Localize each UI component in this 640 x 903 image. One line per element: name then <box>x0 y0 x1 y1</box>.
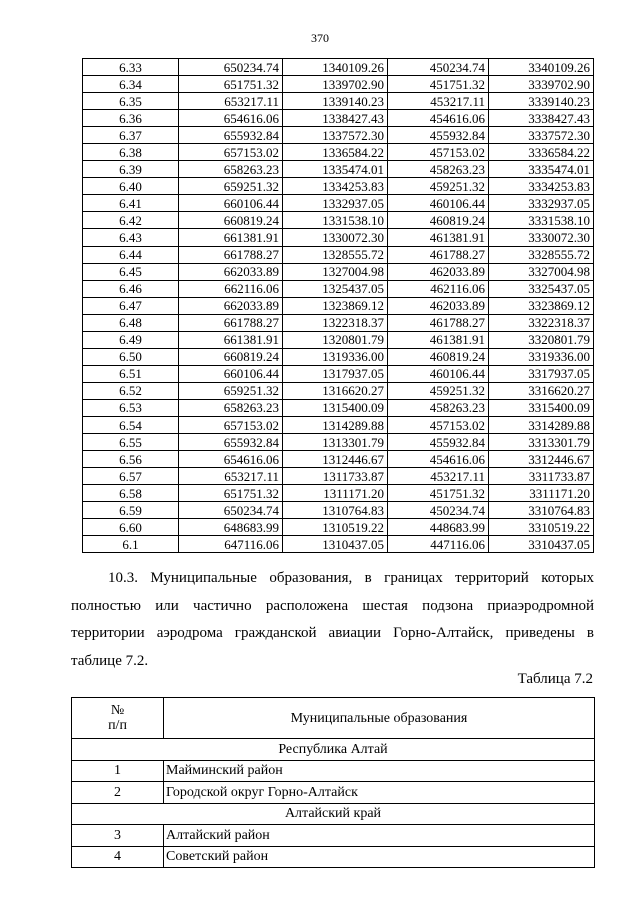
coordinate-cell: 655932.84 <box>179 127 283 144</box>
table-row <box>83 161 594 178</box>
coordinate-cell: 460819.24 <box>388 348 489 365</box>
coordinate-cell: 457153.02 <box>388 416 489 433</box>
table-row <box>83 331 594 348</box>
table-row <box>83 110 594 127</box>
coordinate-cell: 454616.06 <box>388 451 489 468</box>
coordinate-cell: 453217.11 <box>388 468 489 485</box>
coordinate-cell: 460819.24 <box>388 212 489 229</box>
point-number-cell: 6.34 <box>83 76 179 93</box>
row-number: 4 <box>72 846 164 868</box>
point-number-cell: 6.39 <box>83 161 179 178</box>
coordinates-table <box>82 58 594 553</box>
coordinate-cell: 3315400.09 <box>489 399 594 416</box>
table-row <box>83 434 594 451</box>
coordinate-cell: 3310437.05 <box>489 536 594 553</box>
municipality-name: Алтайский район <box>164 825 595 847</box>
point-number-cell: 6.33 <box>83 59 179 76</box>
coordinate-cell: 653217.11 <box>179 93 283 110</box>
point-number-cell: 6.54 <box>83 416 179 433</box>
coordinate-cell: 461381.91 <box>388 229 489 246</box>
coordinate-cell: 661788.27 <box>179 246 283 263</box>
coordinate-cell: 1330072.30 <box>283 229 388 246</box>
table-row <box>83 212 594 229</box>
coordinate-cell: 1310519.22 <box>283 519 388 536</box>
coordinate-cell: 659251.32 <box>179 382 283 399</box>
coordinate-cell: 655932.84 <box>179 434 283 451</box>
point-number-cell: 6.37 <box>83 127 179 144</box>
coordinate-cell: 3317937.05 <box>489 365 594 382</box>
table-row <box>72 782 595 804</box>
coordinate-cell: 3319336.00 <box>489 348 594 365</box>
coordinate-cell: 1328555.72 <box>283 246 388 263</box>
coordinate-cell: 451751.32 <box>388 76 489 93</box>
table-row <box>83 348 594 365</box>
table-row <box>83 246 594 263</box>
row-number: 2 <box>72 782 164 804</box>
coordinate-cell: 1340109.26 <box>283 59 388 76</box>
coordinate-cell: 3330072.30 <box>489 229 594 246</box>
table-row <box>83 280 594 297</box>
coordinate-cell: 660819.24 <box>179 212 283 229</box>
point-number-cell: 6.45 <box>83 263 179 280</box>
coordinate-cell: 3320801.79 <box>489 331 594 348</box>
table-row <box>83 314 594 331</box>
coordinate-cell: 1315400.09 <box>283 399 388 416</box>
coordinate-cell: 447116.06 <box>388 536 489 553</box>
point-number-cell: 6.59 <box>83 502 179 519</box>
coordinate-cell: 661381.91 <box>179 229 283 246</box>
point-number-cell: 6.41 <box>83 195 179 212</box>
coordinate-cell: 650234.74 <box>179 502 283 519</box>
point-number-cell: 6.50 <box>83 348 179 365</box>
coordinate-cell: 459251.32 <box>388 178 489 195</box>
page-number: 370 <box>311 31 329 45</box>
point-number-cell: 6.1 <box>83 536 179 553</box>
point-number-cell: 6.55 <box>83 434 179 451</box>
point-number-cell: 6.58 <box>83 485 179 502</box>
point-number-cell: 6.43 <box>83 229 179 246</box>
header-municipalities: Муниципальные образования <box>164 698 595 739</box>
coordinate-cell: 1322318.37 <box>283 314 388 331</box>
coordinate-cell: 651751.32 <box>179 76 283 93</box>
coordinate-cell: 662033.89 <box>179 297 283 314</box>
table-row <box>83 229 594 246</box>
coordinate-cell: 3334253.83 <box>489 178 594 195</box>
coordinate-cell: 462116.06 <box>388 280 489 297</box>
coordinate-cell: 662033.89 <box>179 263 283 280</box>
coordinate-cell: 3311733.87 <box>489 468 594 485</box>
row-number: 1 <box>72 760 164 782</box>
group-row <box>72 739 595 761</box>
municipalities-table-body <box>72 739 595 868</box>
coordinate-cell: 657153.02 <box>179 416 283 433</box>
paragraph-10-3: 10.3. Муниципальные образования, в границах территорий которых полностью или частично расположена шестая подзона приаэродромной территории аэродрома гражданской авиации Горно-Алтайск, приведены в таблице 7.2. <box>71 570 594 669</box>
municipality-name: Городской округ Горно-Алтайск <box>164 782 595 804</box>
table-row <box>72 825 595 847</box>
coordinate-cell: 1312446.67 <box>283 451 388 468</box>
group-title: Алтайский край <box>72 803 595 825</box>
coordinate-cell: 1337572.30 <box>283 127 388 144</box>
point-number-cell: 6.57 <box>83 468 179 485</box>
point-number-cell: 6.56 <box>83 451 179 468</box>
coordinate-cell: 3325437.05 <box>489 280 594 297</box>
table-row <box>83 365 594 382</box>
coordinate-cell: 460106.44 <box>388 365 489 382</box>
table-row <box>83 382 594 399</box>
table-row <box>83 93 594 110</box>
coordinate-cell: 3322318.37 <box>489 314 594 331</box>
table-row <box>83 502 594 519</box>
coordinate-cell: 454616.06 <box>388 110 489 127</box>
coordinate-cell: 1310437.05 <box>283 536 388 553</box>
coordinate-cell: 1323869.12 <box>283 297 388 314</box>
table-row <box>83 536 594 553</box>
table-row <box>72 846 595 868</box>
point-number-cell: 6.44 <box>83 246 179 263</box>
coordinate-cell: 662116.06 <box>179 280 283 297</box>
coordinate-cell: 1334253.83 <box>283 178 388 195</box>
coordinate-cell: 1317937.05 <box>283 365 388 382</box>
coordinate-cell: 461788.27 <box>388 314 489 331</box>
coordinate-cell: 1327004.98 <box>283 263 388 280</box>
table-row <box>83 76 594 93</box>
table-row <box>83 263 594 280</box>
header-number: № п/п <box>72 698 164 739</box>
coordinate-cell: 1336584.22 <box>283 144 388 161</box>
coordinate-cell: 1320801.79 <box>283 331 388 348</box>
point-number-cell: 6.47 <box>83 297 179 314</box>
coordinate-cell: 461788.27 <box>388 246 489 263</box>
coordinate-cell: 1339702.90 <box>283 76 388 93</box>
table-row <box>83 485 594 502</box>
coordinate-cell: 1331538.10 <box>283 212 388 229</box>
point-number-cell: 6.52 <box>83 382 179 399</box>
coordinate-cell: 448683.99 <box>388 519 489 536</box>
coordinate-cell: 1316620.27 <box>283 382 388 399</box>
coordinate-cell: 450234.74 <box>388 502 489 519</box>
coordinate-cell: 3327004.98 <box>489 263 594 280</box>
table-row <box>83 297 594 314</box>
coordinate-cell: 3314289.88 <box>489 416 594 433</box>
coordinate-cell: 1311733.87 <box>283 468 388 485</box>
point-number-cell: 6.38 <box>83 144 179 161</box>
municipality-name: Советский район <box>164 846 595 868</box>
coordinate-cell: 450234.74 <box>388 59 489 76</box>
coordinate-cell: 455932.84 <box>388 127 489 144</box>
table-row <box>83 519 594 536</box>
coordinate-cell: 1338427.43 <box>283 110 388 127</box>
coordinate-cell: 653217.11 <box>179 468 283 485</box>
table-caption: Таблица 7.2 <box>517 671 593 687</box>
group-row <box>72 803 595 825</box>
coordinate-cell: 458263.23 <box>388 399 489 416</box>
coordinate-cell: 1339140.23 <box>283 93 388 110</box>
coordinate-cell: 3337572.30 <box>489 127 594 144</box>
point-number-cell: 6.48 <box>83 314 179 331</box>
group-title: Республика Алтай <box>72 739 595 761</box>
coordinate-cell: 459251.32 <box>388 382 489 399</box>
coordinate-cell: 458263.23 <box>388 161 489 178</box>
coordinate-cell: 661381.91 <box>179 331 283 348</box>
coordinate-cell: 650234.74 <box>179 59 283 76</box>
coordinate-cell: 462033.89 <box>388 297 489 314</box>
coordinate-cell: 1311171.20 <box>283 485 388 502</box>
coordinate-cell: 3313301.79 <box>489 434 594 451</box>
coordinate-cell: 3338427.43 <box>489 110 594 127</box>
coordinate-cell: 3335474.01 <box>489 161 594 178</box>
coordinate-cell: 3340109.26 <box>489 59 594 76</box>
coordinate-cell: 3316620.27 <box>489 382 594 399</box>
coordinate-cell: 3339702.90 <box>489 76 594 93</box>
municipalities-table <box>71 697 595 868</box>
coordinate-cell: 658263.23 <box>179 399 283 416</box>
table-row <box>83 416 594 433</box>
coordinate-cell: 453217.11 <box>388 93 489 110</box>
table-row <box>83 144 594 161</box>
coordinate-cell: 3332937.05 <box>489 195 594 212</box>
table-row <box>83 468 594 485</box>
point-number-cell: 6.49 <box>83 331 179 348</box>
coordinate-cell: 3310764.83 <box>489 502 594 519</box>
table-row <box>83 59 594 76</box>
coordinate-cell: 3310519.22 <box>489 519 594 536</box>
coordinate-cell: 3339140.23 <box>489 93 594 110</box>
coordinate-cell: 654616.06 <box>179 110 283 127</box>
coordinate-cell: 661788.27 <box>179 314 283 331</box>
municipalities-header-row <box>72 698 595 739</box>
point-number-cell: 6.53 <box>83 399 179 416</box>
coordinate-cell: 660106.44 <box>179 195 283 212</box>
coordinate-cell: 461381.91 <box>388 331 489 348</box>
coordinates-table-body <box>83 59 594 553</box>
table-row <box>83 195 594 212</box>
coordinate-cell: 660106.44 <box>179 365 283 382</box>
coordinate-cell: 3336584.22 <box>489 144 594 161</box>
coordinate-cell: 1314289.88 <box>283 416 388 433</box>
coordinate-cell: 651751.32 <box>179 485 283 502</box>
coordinate-cell: 3323869.12 <box>489 297 594 314</box>
point-number-cell: 6.46 <box>83 280 179 297</box>
coordinate-cell: 1335474.01 <box>283 161 388 178</box>
coordinate-cell: 462033.89 <box>388 263 489 280</box>
coordinate-cell: 1332937.05 <box>283 195 388 212</box>
coordinate-cell: 654616.06 <box>179 451 283 468</box>
coordinate-cell: 1325437.05 <box>283 280 388 297</box>
point-number-cell: 6.36 <box>83 110 179 127</box>
point-number-cell: 6.35 <box>83 93 179 110</box>
coordinate-cell: 3311171.20 <box>489 485 594 502</box>
row-number: 3 <box>72 825 164 847</box>
coordinate-cell: 657153.02 <box>179 144 283 161</box>
table-row <box>83 399 594 416</box>
table-row <box>83 451 594 468</box>
table-row <box>83 178 594 195</box>
point-number-cell: 6.42 <box>83 212 179 229</box>
coordinate-cell: 460106.44 <box>388 195 489 212</box>
coordinate-cell: 1319336.00 <box>283 348 388 365</box>
municipality-name: Майминский район <box>164 760 595 782</box>
coordinate-cell: 455932.84 <box>388 434 489 451</box>
point-number-cell: 6.51 <box>83 365 179 382</box>
table-row <box>83 127 594 144</box>
coordinate-cell: 3312446.67 <box>489 451 594 468</box>
point-number-cell: 6.60 <box>83 519 179 536</box>
coordinate-cell: 3328555.72 <box>489 246 594 263</box>
coordinate-cell: 660819.24 <box>179 348 283 365</box>
coordinate-cell: 457153.02 <box>388 144 489 161</box>
table-row <box>72 760 595 782</box>
coordinate-cell: 647116.06 <box>179 536 283 553</box>
coordinate-cell: 1313301.79 <box>283 434 388 451</box>
point-number-cell: 6.40 <box>83 178 179 195</box>
coordinate-cell: 648683.99 <box>179 519 283 536</box>
coordinate-cell: 3331538.10 <box>489 212 594 229</box>
coordinate-cell: 659251.32 <box>179 178 283 195</box>
coordinate-cell: 658263.23 <box>179 161 283 178</box>
coordinate-cell: 451751.32 <box>388 485 489 502</box>
coordinate-cell: 1310764.83 <box>283 502 388 519</box>
